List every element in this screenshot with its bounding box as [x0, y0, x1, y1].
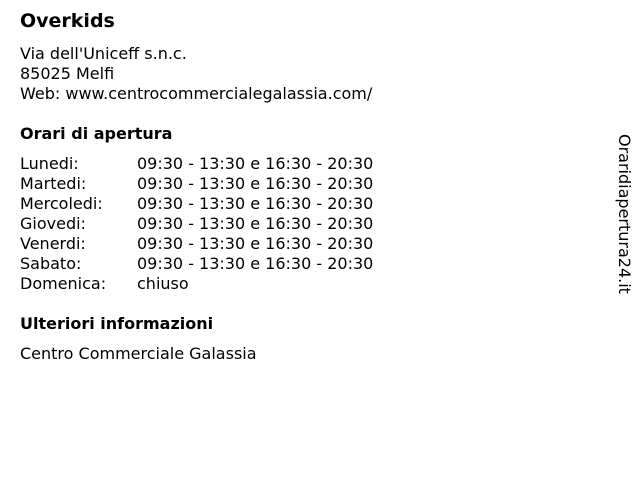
shop-name: Overkids: [20, 10, 115, 32]
further-info-heading: Ulteriori informazioni: [20, 314, 214, 333]
opening-hours-heading: Orari di apertura: [20, 124, 173, 143]
site-watermark: Oraridiapertura24.it: [615, 134, 634, 294]
website-link[interactable]: Web: www.centrocommercialegalassia.com/: [20, 84, 373, 103]
time-range: 09:30 - 13:30 e 16:30 - 20:30: [137, 174, 374, 193]
time-range: 09:30 - 13:30 e 16:30 - 20:30: [137, 214, 374, 233]
day-label: Sabato:: [20, 254, 82, 273]
day-label: Lunedi:: [20, 154, 79, 173]
time-range: chiuso: [137, 274, 189, 293]
shop-address: [20, 44, 372, 104]
time-range: 09:30 - 13:30 e 16:30 - 20:30: [137, 254, 374, 273]
time-range: 09:30 - 13:30 e 16:30 - 20:30: [137, 154, 374, 173]
day-label: Mercoledi:: [20, 194, 103, 213]
day-label: Giovedi:: [20, 214, 86, 233]
day-label: Venerdi:: [20, 234, 86, 253]
address-city: 85025 Melfi: [20, 64, 115, 83]
time-range: 09:30 - 13:30 e 16:30 - 20:30: [137, 194, 374, 213]
day-label: Domenica:: [20, 274, 107, 293]
day-label: Martedi:: [20, 174, 87, 193]
further-info-text: Centro Commerciale Galassia: [20, 344, 257, 363]
time-range: 09:30 - 13:30 e 16:30 - 20:30: [137, 234, 374, 253]
address-street: Via dell'Uniceff s.n.c.: [20, 44, 187, 63]
